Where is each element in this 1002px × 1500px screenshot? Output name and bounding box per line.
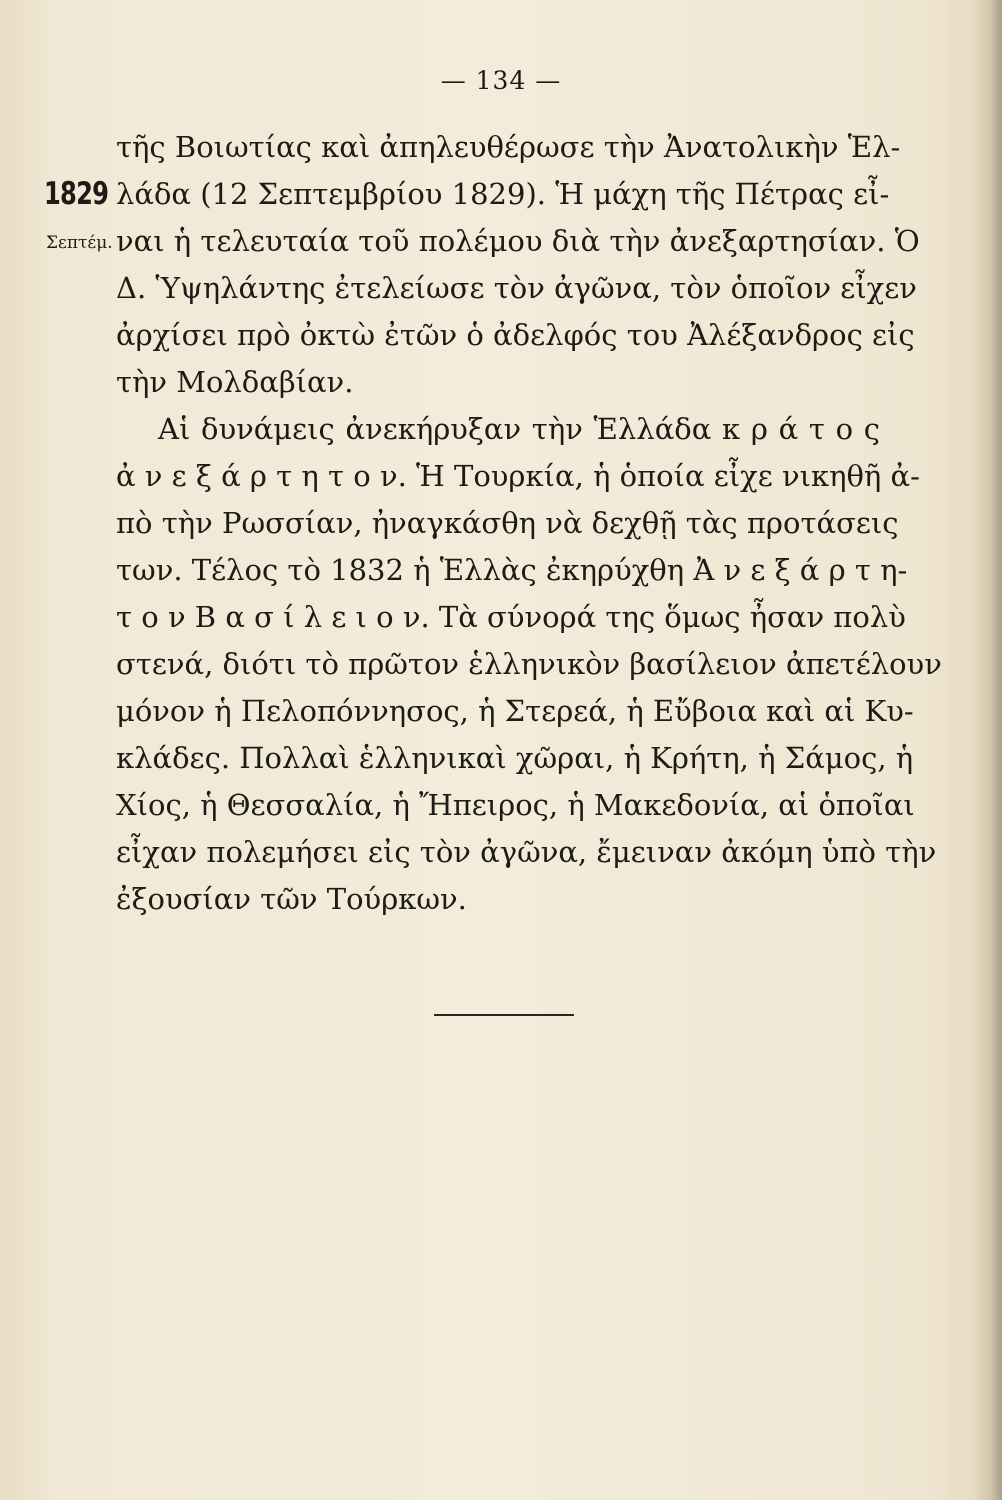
text-line: ἀ ν ε ξ ά ρ τ η τ ο ν. Ἡ Τουρκία, ἡ ὁποία εἶχε νικηθῆ ἀ- <box>116 459 920 493</box>
text-line: τῆς Βοιωτίας καὶ ἀπηλευθέρωσε τὴν Ἀνατολικὴν Ἑλ- <box>116 130 901 164</box>
body-text <box>116 124 942 923</box>
text-line: εἶχαν πολεμήσει εἰς τὸν ἀγῶνα, ἔμειναν ἀκόμη ὑπὸ τὴν <box>116 835 937 869</box>
margin-year: 1829 <box>44 176 109 212</box>
text-line: τ ο ν Β α σ ί λ ε ι ο ν. Τὰ σύνορά της ὅμως ἦσαν πολὺ <box>116 600 906 634</box>
text-line: ναι ἡ τελευταία τοῦ πολέμου διὰ τὴν ἀνεξαρτησίαν. Ὁ <box>116 224 920 258</box>
text-line: πὸ τὴν Ρωσσίαν, ἠναγκάσθη νὰ δεχθῇ τὰς προτάσεις <box>116 506 899 540</box>
text-line: στενά, διότι τὸ πρῶτον ἑλληνικὸν βασίλειον ἀπετέλουν <box>116 647 942 681</box>
section-divider <box>434 1014 574 1016</box>
page-number: — 134 — <box>440 66 562 95</box>
text-line: ἀρχίσει πρὸ ὀκτὼ ἐτῶν ὁ ἀδελφός του Ἀλέξανδρος εἰς <box>116 318 915 352</box>
text-line: Χίος, ἡ Θεσσαλία, ἡ Ἤπειρος, ἡ Μακεδονία, αἱ ὁποῖαι <box>116 788 915 822</box>
text-line: λάδα (12 Σεπτεμβρίου 1829). Ἡ μάχη τῆς Πέτρας εἶ- <box>116 177 890 211</box>
text-line: ἐξουσίαν τῶν Τούρκων. <box>116 882 467 916</box>
text-line: των. Τέλος τὸ 1832 ἡ Ἑλλὰς ἐκηρύχθη Ἀ ν ε ξ ά ρ τ η- <box>116 553 908 587</box>
text-line: κλάδες. Πολλαὶ ἑλληνικαὶ χῶραι, ἡ Κρήτη, ἡ Σάμος, ἡ <box>116 741 914 775</box>
text-line: Αἱ δυνάμεις ἀνεκήρυξαν τὴν Ἑλλάδα κ ρ ά τ ο ς <box>158 412 880 446</box>
text-line: Δ. Ὑψηλάντης ἐτελείωσε τὸν ἀγῶνα, τὸν ὁποῖον εἶχεν <box>116 271 917 305</box>
margin-month: Σεπτέμ. <box>46 233 113 253</box>
text-line: μόνον ἡ Πελοπόννησος, ἡ Στερεά, ἡ Εὔβοια καὶ αἱ Κυ- <box>116 694 914 728</box>
text-line: τὴν Μολδαβίαν. <box>116 365 354 399</box>
page-edge-shadow <box>972 0 1002 1500</box>
